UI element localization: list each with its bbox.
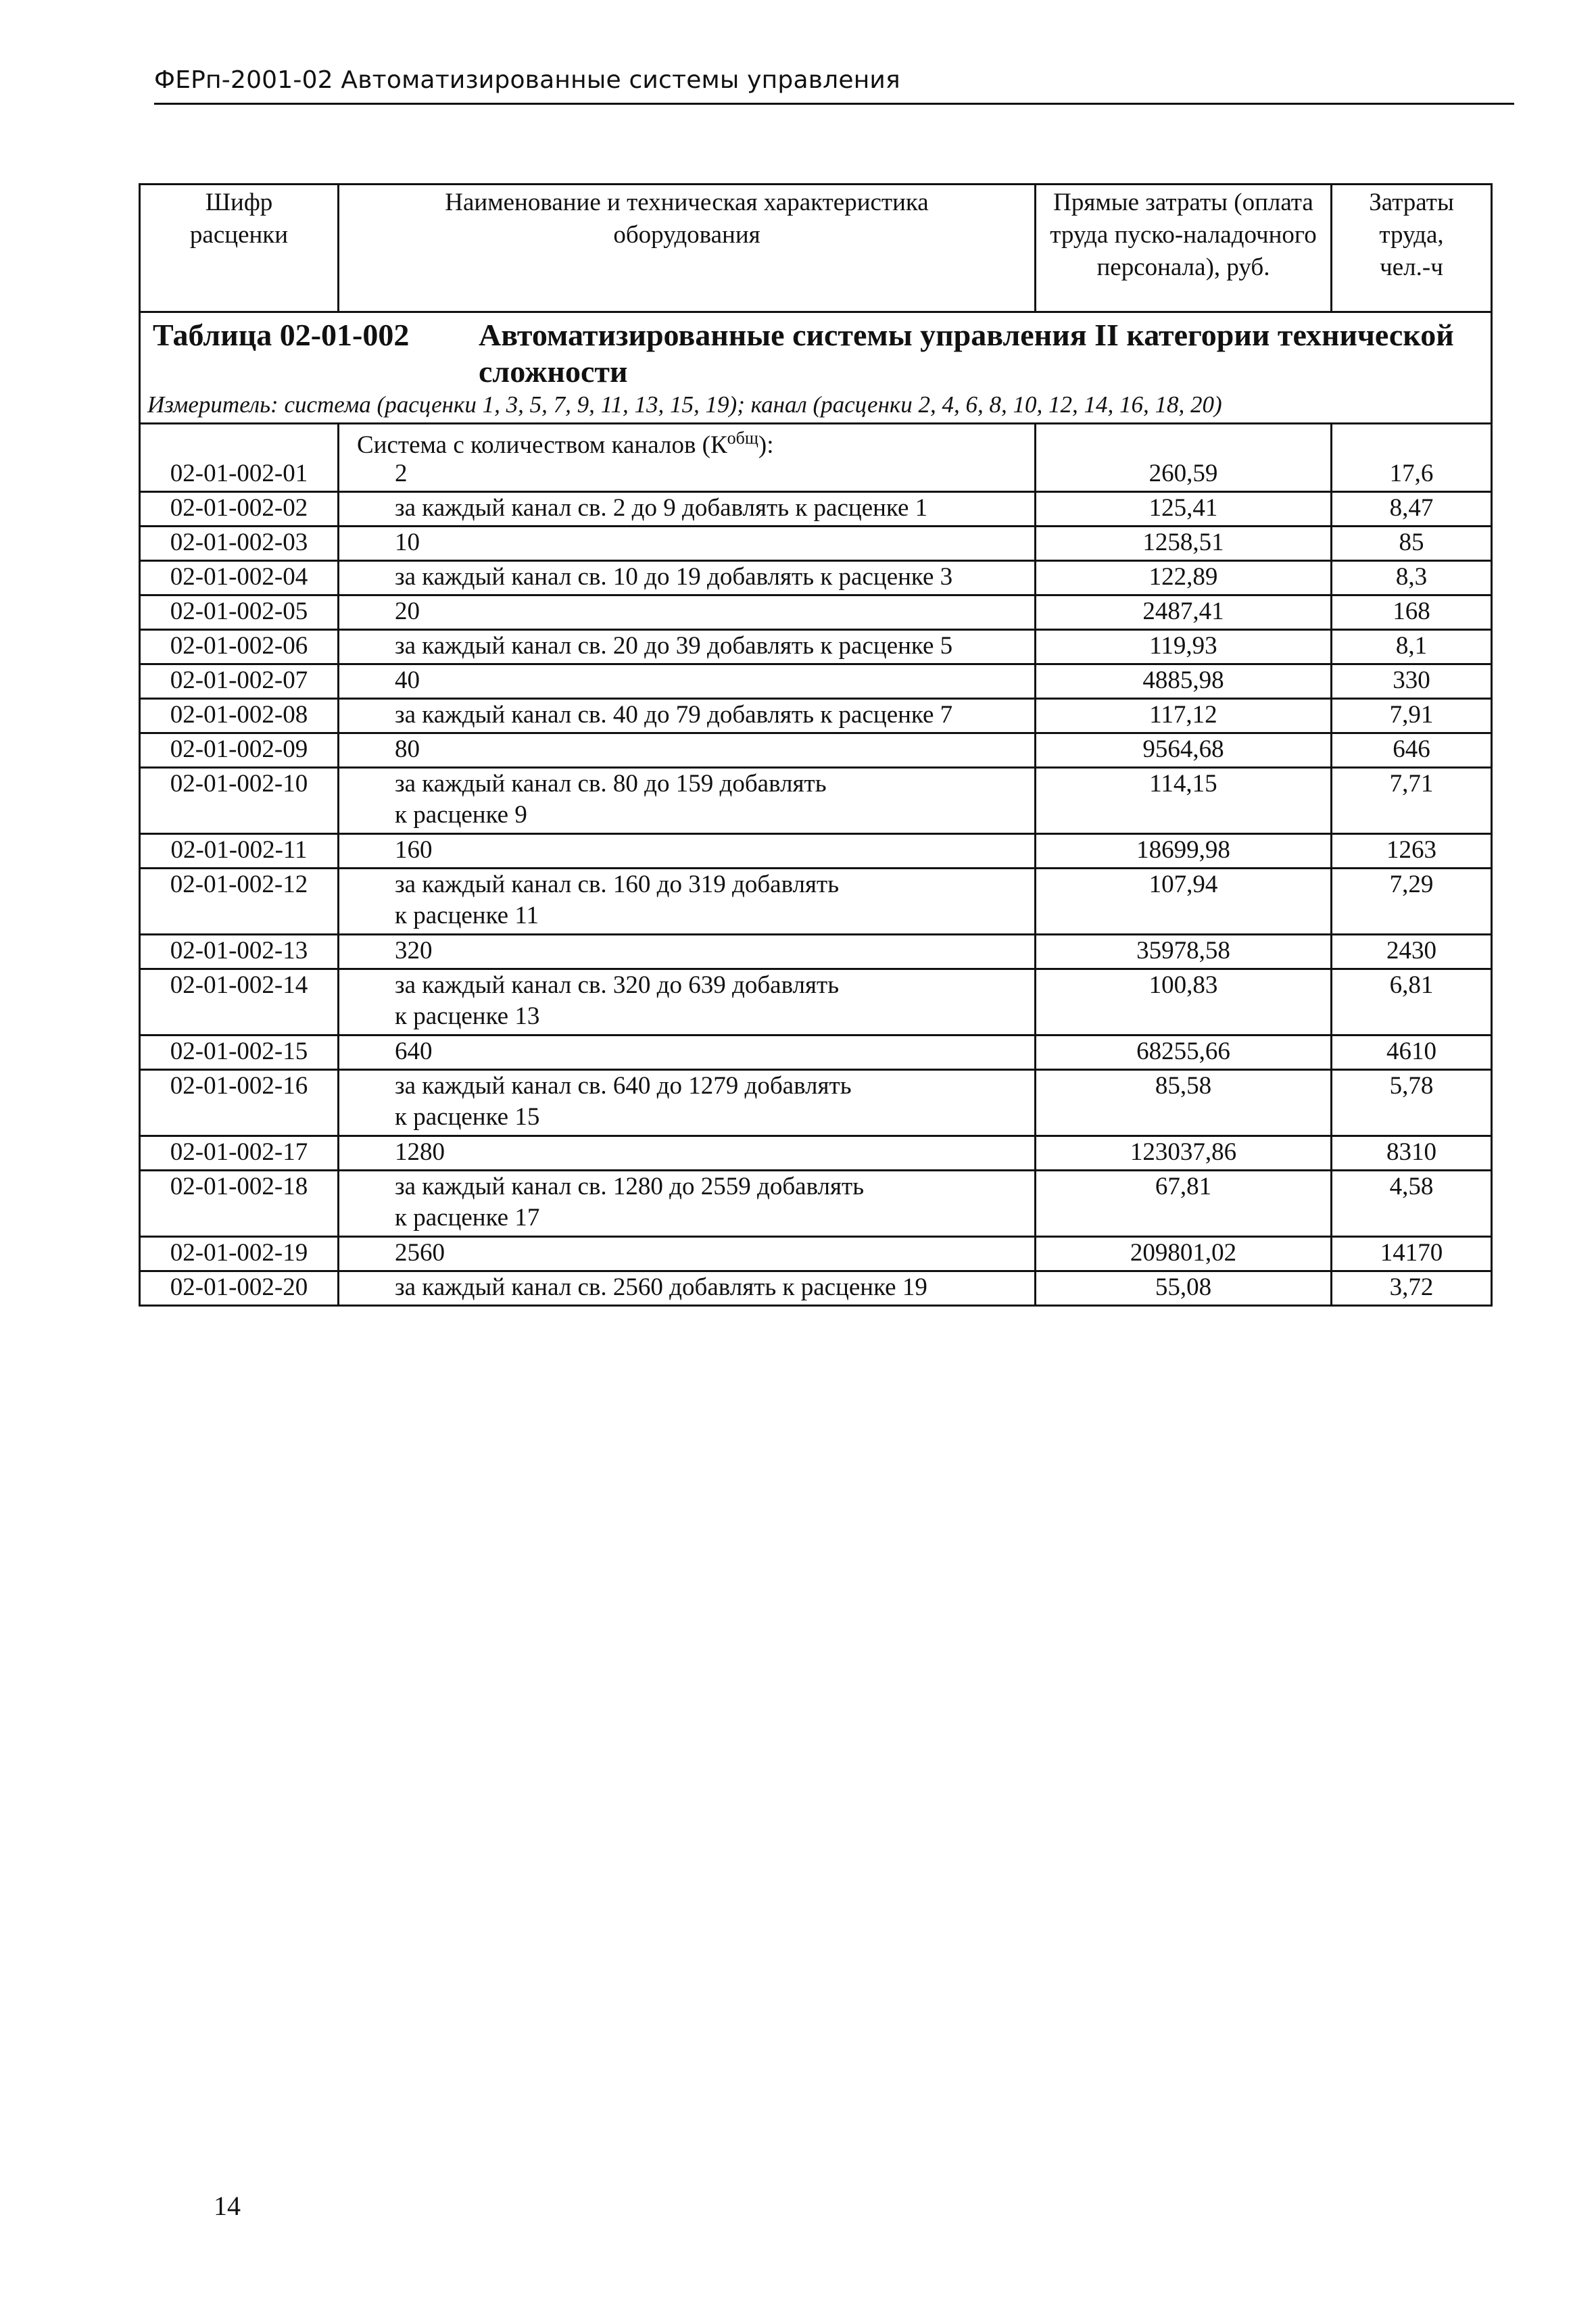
rate-name bbox=[339, 630, 1036, 664]
rates-table bbox=[139, 183, 1493, 1307]
rate-code: 02-01-002-09 bbox=[140, 733, 339, 768]
rate-name bbox=[339, 1070, 1036, 1136]
rate-name bbox=[339, 969, 1036, 1035]
rate-name bbox=[339, 699, 1036, 733]
direct-cost: 2487,41 bbox=[1036, 595, 1332, 630]
direct-cost: 100,83 bbox=[1036, 969, 1332, 1035]
table-number: Таблица 02-01-002 bbox=[153, 318, 410, 352]
rate-code: 02-01-002-10 bbox=[140, 768, 339, 834]
labor-cost: 4,58 bbox=[1332, 1171, 1492, 1237]
rate-code: 02-01-002-06 bbox=[140, 630, 339, 664]
direct-cost: 68255,66 bbox=[1036, 1035, 1332, 1070]
table-row bbox=[140, 664, 1492, 699]
rate-name-line: 1280 bbox=[395, 1138, 445, 1166]
rate-code: 02-01-002-08 bbox=[140, 699, 339, 733]
header-direct-cost: Прямые затраты (оплата труда пуско-наладочного персонала), руб. bbox=[1036, 185, 1332, 312]
direct-cost: 35978,58 bbox=[1036, 935, 1332, 969]
table-title-cell bbox=[140, 312, 1492, 391]
table-title: Автоматизированные системы управления II категории технической сложности bbox=[479, 318, 1454, 389]
rate-code: 02-01-002-14 bbox=[140, 969, 339, 1035]
table-row bbox=[140, 527, 1492, 561]
rate-code: 02-01-002-20 bbox=[140, 1271, 339, 1306]
rate-code: 02-01-002-18 bbox=[140, 1171, 339, 1237]
direct-cost: 122,89 bbox=[1036, 561, 1332, 595]
rate-code-text: 02-01-002-01 bbox=[170, 460, 308, 487]
direct-cost: 209801,02 bbox=[1036, 1237, 1332, 1271]
rate-name bbox=[339, 1237, 1036, 1271]
header-code: Шифр расценки bbox=[140, 185, 339, 312]
labor-cost: 7,29 bbox=[1332, 869, 1492, 935]
channel-count-superscript: общ bbox=[727, 428, 758, 448]
table-row bbox=[140, 1035, 1492, 1070]
rate-code: 02-01-002-19 bbox=[140, 1237, 339, 1271]
direct-cost: 18699,98 bbox=[1036, 834, 1332, 869]
rate-name-line: 20 bbox=[395, 598, 420, 625]
table-row bbox=[140, 834, 1492, 869]
direct-cost: 114,15 bbox=[1036, 768, 1332, 834]
rate-name bbox=[339, 561, 1036, 595]
table-row bbox=[140, 561, 1492, 595]
rate-code: 02-01-002-07 bbox=[140, 664, 339, 699]
rate-name-line: за каждый канал св. 160 до 319 добавлять bbox=[395, 871, 840, 898]
rate-name-line: за каждый канал св. 640 до 1279 добавлять bbox=[395, 1072, 852, 1100]
direct-cost: 4885,98 bbox=[1036, 664, 1332, 699]
rate-code: 02-01-002-15 bbox=[140, 1035, 339, 1070]
rate-code: 02-01-002-12 bbox=[140, 869, 339, 935]
rate-name-line: за каждый канал св. 40 до 79 добавлять к расценке 7 bbox=[395, 701, 953, 729]
measure-text: Измеритель: система (расценки 1, 3, 5, 7, 9, 11, 13, 15, 19); канал (расценки 2, 4, 6, 8, 10, 12, 14, 16, 18, 20) bbox=[140, 390, 1492, 424]
rate-name-line: 2560 bbox=[395, 1239, 445, 1267]
rate-name bbox=[339, 733, 1036, 768]
labor-cost-text: 17,6 bbox=[1389, 460, 1434, 487]
rate-code: 02-01-002-11 bbox=[140, 834, 339, 869]
rate-name-line: к расценке 11 bbox=[395, 902, 539, 929]
labor-cost: 7,91 bbox=[1332, 699, 1492, 733]
running-header: ФЕРп-2001-02 Автоматизированные системы управления bbox=[154, 66, 900, 94]
rate-code: 02-01-002-13 bbox=[140, 935, 339, 969]
rate-name-line: к расценке 15 bbox=[395, 1103, 540, 1131]
table-row bbox=[140, 1136, 1492, 1171]
direct-cost: 55,08 bbox=[1036, 1271, 1332, 1306]
labor-cost: 168 bbox=[1332, 595, 1492, 630]
labor-cost: 4610 bbox=[1332, 1035, 1492, 1070]
rate-code: 02-01-002-04 bbox=[140, 561, 339, 595]
table-row bbox=[140, 595, 1492, 630]
rate-name bbox=[339, 834, 1036, 869]
rate-name-line: за каждый канал св. 10 до 19 добавлять к расценке 3 bbox=[395, 563, 953, 591]
labor-cost: 14170 bbox=[1332, 1237, 1492, 1271]
labor-cost: 330 bbox=[1332, 664, 1492, 699]
table-header-row bbox=[140, 185, 1492, 312]
direct-cost-text: 260,59 bbox=[1148, 460, 1218, 487]
table-row bbox=[140, 1271, 1492, 1306]
table-row bbox=[140, 699, 1492, 733]
measure-row bbox=[140, 390, 1492, 424]
header-rule bbox=[154, 103, 1514, 105]
table-row bbox=[140, 733, 1492, 768]
direct-cost: 9564,68 bbox=[1036, 733, 1332, 768]
direct-cost: 107,94 bbox=[1036, 869, 1332, 935]
rate-code bbox=[140, 424, 339, 492]
table-row bbox=[140, 935, 1492, 969]
table-row bbox=[140, 869, 1492, 935]
direct-cost: 85,58 bbox=[1036, 1070, 1332, 1136]
rate-name-line: 320 bbox=[395, 937, 433, 965]
labor-cost: 8,3 bbox=[1332, 561, 1492, 595]
table-title-row bbox=[140, 312, 1492, 391]
labor-cost: 5,78 bbox=[1332, 1070, 1492, 1136]
rate-name-line: за каждый канал св. 1280 до 2559 добавлять bbox=[395, 1173, 865, 1200]
table-row bbox=[140, 1237, 1492, 1271]
rate-name-line: за каждый канал св. 2560 добавлять к расценке 19 bbox=[395, 1273, 927, 1301]
direct-cost bbox=[1036, 424, 1332, 492]
rate-name-line: за каждый канал св. 2 до 9 добавлять к расценке 1 bbox=[395, 494, 928, 522]
rate-name-line: к расценке 17 bbox=[395, 1204, 540, 1232]
rate-name bbox=[339, 595, 1036, 630]
header-name: Наименование и техническая характеристика оборудования bbox=[339, 185, 1036, 312]
table-row bbox=[140, 1171, 1492, 1237]
direct-cost: 1258,51 bbox=[1036, 527, 1332, 561]
direct-cost: 125,41 bbox=[1036, 492, 1332, 527]
table-row bbox=[140, 630, 1492, 664]
table-row bbox=[140, 1070, 1492, 1136]
rate-name-line: за каждый канал св. 20 до 39 добавлять к расценке 5 bbox=[395, 632, 953, 660]
labor-cost: 85 bbox=[1332, 527, 1492, 561]
rate-name bbox=[339, 492, 1036, 527]
rate-name-line: 40 bbox=[395, 666, 420, 694]
table-row bbox=[140, 492, 1492, 527]
rate-name-line: 10 bbox=[395, 529, 420, 556]
rate-name-line: за каждый канал св. 320 до 639 добавлять bbox=[395, 971, 840, 999]
labor-cost: 7,71 bbox=[1332, 768, 1492, 834]
labor-cost: 2430 bbox=[1332, 935, 1492, 969]
rate-name bbox=[339, 869, 1036, 935]
labor-cost: 646 bbox=[1332, 733, 1492, 768]
rate-code: 02-01-002-02 bbox=[140, 492, 339, 527]
rate-name bbox=[339, 527, 1036, 561]
labor-cost: 8,1 bbox=[1332, 630, 1492, 664]
channel-count-label-text: Система с количеством каналов (К bbox=[357, 431, 727, 459]
rate-code: 02-01-002-05 bbox=[140, 595, 339, 630]
labor-cost bbox=[1332, 424, 1492, 492]
direct-cost: 123037,86 bbox=[1036, 1136, 1332, 1171]
labor-cost: 8,47 bbox=[1332, 492, 1492, 527]
direct-cost: 67,81 bbox=[1036, 1171, 1332, 1237]
rate-name bbox=[339, 1136, 1036, 1171]
rate-name bbox=[339, 1271, 1036, 1306]
rate-name bbox=[339, 1171, 1036, 1237]
rate-name-line: 160 bbox=[395, 836, 433, 864]
labor-cost: 6,81 bbox=[1332, 969, 1492, 1035]
table-row bbox=[140, 424, 1492, 492]
direct-cost: 119,93 bbox=[1036, 630, 1332, 664]
rate-name-line: 80 bbox=[395, 735, 420, 763]
rate-name-line: к расценке 13 bbox=[395, 1002, 540, 1030]
rate-name-line: за каждый канал св. 80 до 159 добавлять bbox=[395, 770, 827, 798]
table-row bbox=[140, 768, 1492, 834]
rate-name bbox=[339, 664, 1036, 699]
rate-code: 02-01-002-16 bbox=[140, 1070, 339, 1136]
table-row bbox=[140, 969, 1492, 1035]
rate-name bbox=[339, 424, 1036, 492]
labor-cost: 1263 bbox=[1332, 834, 1492, 869]
page-number: 14 bbox=[214, 2191, 241, 2221]
rate-code: 02-01-002-17 bbox=[140, 1136, 339, 1171]
labor-cost: 3,72 bbox=[1332, 1271, 1492, 1306]
rate-code: 02-01-002-03 bbox=[140, 527, 339, 561]
rate-name bbox=[339, 935, 1036, 969]
channel-count-label bbox=[357, 430, 774, 461]
direct-cost: 117,12 bbox=[1036, 699, 1332, 733]
rate-name bbox=[339, 768, 1036, 834]
rate-name-text: 2 bbox=[395, 460, 408, 487]
rate-name bbox=[339, 1035, 1036, 1070]
labor-cost: 8310 bbox=[1332, 1136, 1492, 1171]
header-labor: Затраты труда, чел.-ч bbox=[1332, 185, 1492, 312]
rate-name-line: к расценке 9 bbox=[395, 801, 527, 829]
channel-count-label-suffix: ): bbox=[758, 431, 774, 459]
rate-name-line: 640 bbox=[395, 1038, 433, 1065]
